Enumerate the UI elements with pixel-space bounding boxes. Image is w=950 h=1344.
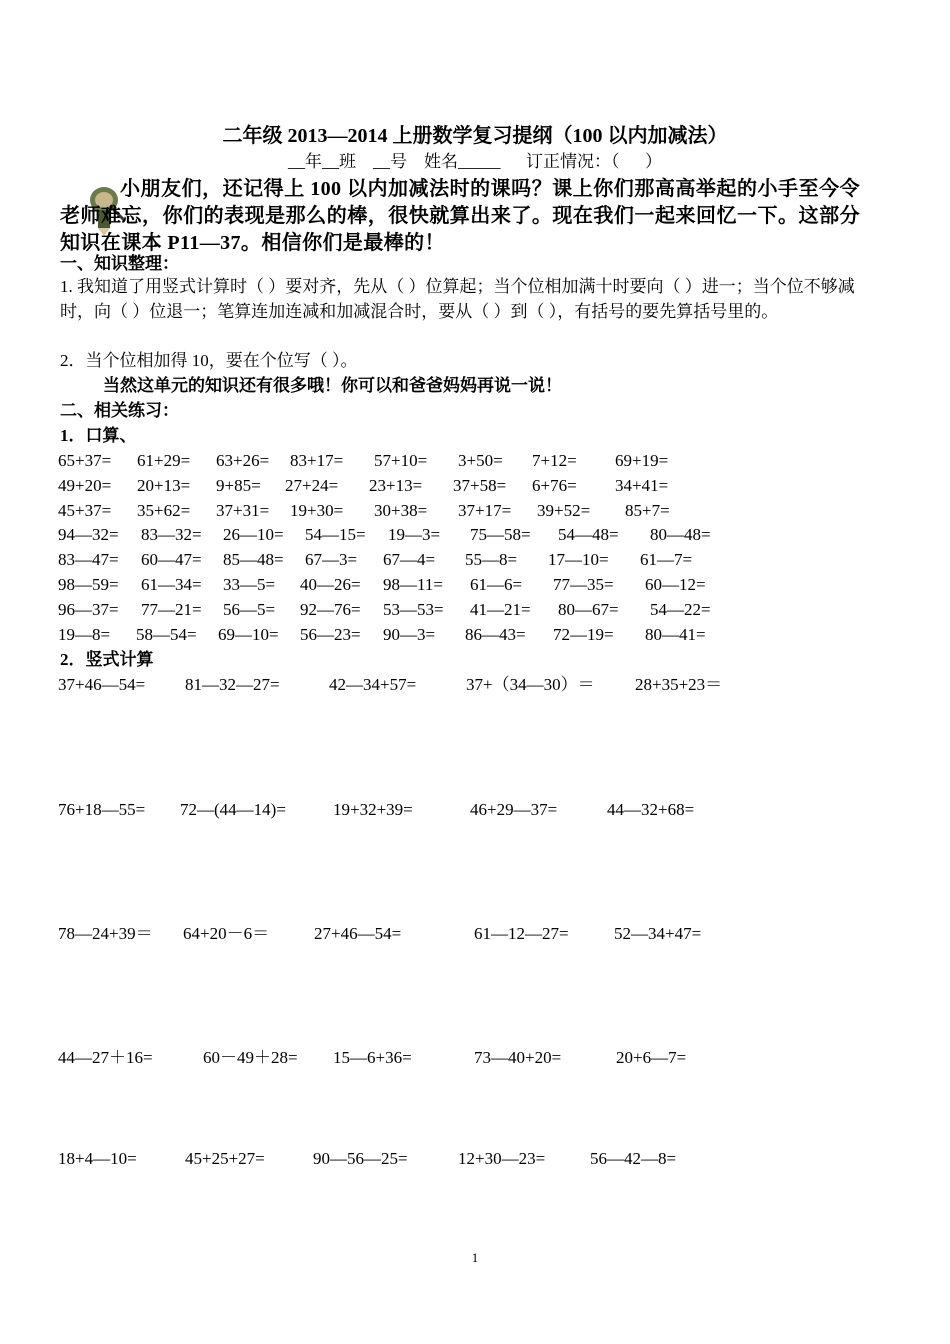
vertical-problem: 72—(44—14)= bbox=[180, 800, 286, 819]
knowledge-item-2: 2．当个位相加得 10，要在个位写（ ）。 bbox=[60, 351, 358, 370]
oral-problem: 58—54= bbox=[136, 624, 197, 644]
section2-heading: 二、相关练习： bbox=[60, 401, 179, 420]
vertical-problem: 81—32—27= bbox=[185, 675, 280, 694]
vertical-problem: 18+4—10= bbox=[58, 1149, 137, 1168]
oral-problem: 83—47= bbox=[58, 550, 119, 570]
oral-problem: 35+62= bbox=[137, 500, 191, 520]
vertical-problem: 78—24+39＝ bbox=[58, 924, 153, 943]
oral-problem: 53—53= bbox=[383, 599, 444, 619]
oral-problem: 61—34= bbox=[141, 575, 202, 594]
oral-problem: 85—48= bbox=[223, 550, 284, 570]
oral-problem: 83+17= bbox=[290, 451, 344, 470]
oral-problem: 60—47= bbox=[141, 550, 202, 570]
oral-problem: 34+41= bbox=[615, 475, 669, 495]
vertical-problem: 27+46—54= bbox=[314, 924, 402, 943]
student-info-line: __年__班 __号 姓名_____ 订正情况：（ ） bbox=[288, 152, 662, 171]
oral-problem: 7+12= bbox=[532, 451, 577, 470]
vertical-problem: 56—42—8= bbox=[590, 1149, 677, 1168]
knowledge-item-1: 1. 我知道了用竖式计算时（ ）要对齐，先从（ ）位算起；当个位相加满十时要向（ ）进一；当个位不够减时，向（ ）位退一；笔算连加连减和加减混合时，要从（ ）到（ ），有括号的要先算括号里的。 bbox=[60, 277, 855, 321]
oral-calc-heading: 1．口算、 bbox=[60, 426, 137, 445]
oral-problem: 56—5= bbox=[223, 599, 276, 619]
oral-problem: 77—35= bbox=[553, 575, 614, 594]
oral-problem: 60—12= bbox=[645, 575, 706, 594]
oral-problem: 27+24= bbox=[285, 475, 339, 495]
vertical-problem: 61—12—27= bbox=[474, 924, 569, 943]
oral-problem: 33—5= bbox=[223, 575, 276, 594]
oral-problem: 61—6= bbox=[470, 575, 523, 594]
oral-problem: 94—32= bbox=[58, 525, 119, 545]
vertical-problem: 76+18—55= bbox=[58, 800, 146, 819]
vertical-problem: 37+（34—30）＝ bbox=[466, 675, 595, 694]
oral-problem: 65+37= bbox=[58, 451, 112, 470]
intro-paragraph: 小朋友们，还记得上 100 以内加减法时的课吗？课上你们那高高举起的小手至今令老师难忘，你们的表现是那么的棒，很快就算出来了。现在我们一起来回忆一下。这部分知识在课本 P11—37。相信你们是最棒的！ bbox=[60, 178, 860, 254]
oral-problem: 19—3= bbox=[388, 525, 441, 545]
vertical-problem: 44—27＋16= bbox=[58, 1048, 153, 1067]
oral-problem: 49+20= bbox=[58, 475, 112, 495]
oral-problem: 45+37= bbox=[58, 500, 112, 520]
oral-problem: 92—76= bbox=[300, 599, 361, 619]
oral-problem: 80—41= bbox=[645, 624, 706, 644]
oral-problem: 20+13= bbox=[137, 475, 191, 495]
oral-problem: 41—21= bbox=[470, 599, 531, 619]
oral-problem: 19+30= bbox=[290, 500, 344, 520]
oral-problem: 55—8= bbox=[465, 550, 518, 570]
oral-problem: 80—67= bbox=[558, 599, 619, 619]
oral-problem: 77—21= bbox=[141, 599, 202, 619]
oral-problem: 17—10= bbox=[548, 550, 609, 570]
oral-problem: 54—48= bbox=[558, 525, 619, 545]
oral-problem: 69—10= bbox=[218, 624, 279, 644]
oral-problem: 85+7= bbox=[625, 500, 670, 520]
oral-problem: 37+17= bbox=[458, 500, 512, 520]
oral-problem: 56—23= bbox=[300, 624, 361, 644]
oral-problem: 6+76= bbox=[532, 475, 577, 495]
vertical-problem: 60－49＋28= bbox=[203, 1048, 298, 1067]
page-number: 1 bbox=[471, 1250, 479, 1265]
vertical-problem: 15—6+36= bbox=[333, 1048, 412, 1067]
oral-problem: 67—4= bbox=[383, 550, 436, 570]
oral-problem: 57+10= bbox=[374, 451, 428, 470]
section1-heading: 一、知识整理： bbox=[60, 254, 179, 273]
oral-problem: 61+29= bbox=[137, 451, 191, 470]
oral-problem: 3+50= bbox=[458, 451, 503, 470]
oral-problem: 40—26= bbox=[300, 575, 361, 594]
vertical-problem: 90—56—25= bbox=[313, 1149, 408, 1168]
vertical-problem: 73—40+20= bbox=[474, 1048, 562, 1067]
vertical-problem: 64+20－6＝ bbox=[183, 924, 270, 943]
oral-problem: 69+19= bbox=[615, 451, 669, 470]
vertical-problem: 37+46—54= bbox=[58, 675, 146, 694]
oral-problem: 96—37= bbox=[58, 599, 119, 619]
oral-problem: 98—11= bbox=[383, 575, 443, 594]
oral-problem: 37+31= bbox=[216, 500, 270, 520]
oral-problem: 80—48= bbox=[650, 525, 711, 545]
vertical-calc-heading: 2．竖式计算 bbox=[60, 650, 154, 669]
oral-problem: 37+58= bbox=[453, 475, 507, 495]
oral-problem: 90—3= bbox=[383, 624, 436, 644]
oral-problem: 86—43= bbox=[465, 624, 526, 644]
oral-problem: 83—32= bbox=[141, 525, 202, 545]
vertical-problem: 28+35+23＝ bbox=[635, 675, 723, 694]
oral-problem: 67—3= bbox=[305, 550, 358, 570]
oral-problem: 54—15= bbox=[305, 525, 366, 545]
vertical-problem: 20+6—7= bbox=[616, 1048, 687, 1067]
oral-problem: 54—22= bbox=[650, 599, 711, 619]
oral-problem: 9+85= bbox=[216, 475, 261, 495]
vertical-problem: 45+25+27= bbox=[185, 1149, 265, 1168]
oral-problem: 39+52= bbox=[537, 500, 591, 520]
oral-problem: 61—7= bbox=[640, 550, 693, 570]
oral-problem: 30+38= bbox=[374, 500, 428, 520]
oral-problem: 63+26= bbox=[216, 451, 270, 470]
oral-problem: 19—8= bbox=[58, 624, 111, 644]
page-title: 二年级 2013—2014 上册数学复习提纲（100 以内加减法） bbox=[222, 125, 728, 147]
oral-problem: 23+13= bbox=[369, 475, 423, 495]
vertical-problem: 12+30—23= bbox=[458, 1149, 546, 1168]
oral-problem: 98—59= bbox=[58, 575, 119, 594]
vertical-problem: 46+29—37= bbox=[470, 800, 558, 819]
vertical-problem: 42—34+57= bbox=[329, 675, 417, 694]
oral-problem: 26—10= bbox=[223, 525, 284, 545]
vertical-problem: 44—32+68= bbox=[607, 800, 695, 819]
encouragement-text: 当然这单元的知识还有很多哦！你可以和爸爸妈妈再说一说！ bbox=[103, 376, 562, 395]
vertical-problem: 19+32+39= bbox=[333, 800, 413, 819]
oral-problem: 75—58= bbox=[470, 525, 531, 545]
oral-problem: 72—19= bbox=[553, 624, 614, 644]
vertical-problem: 52—34+47= bbox=[614, 924, 702, 943]
